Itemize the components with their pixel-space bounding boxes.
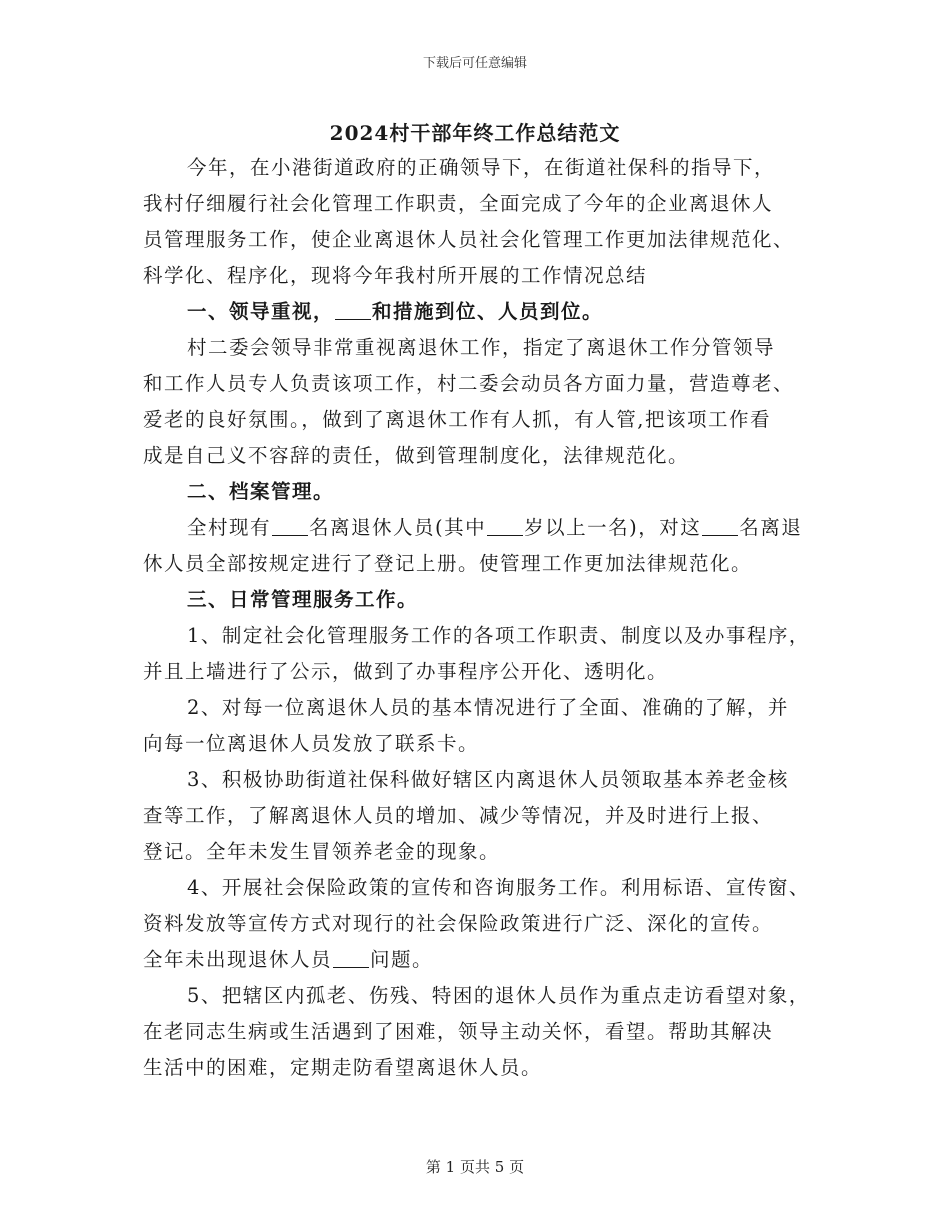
text-line: 爱老的良好氛围。，做到了离退休工作有人抓，有人管,把该项工作看 <box>143 408 771 431</box>
text-line: 生活中的困难，定期走防看望离退休人员。 <box>143 1056 543 1079</box>
text-line: 在老同志生病或生活遇到了困难，领导主动关怀，看望。帮助其解决 <box>143 1020 774 1043</box>
document-title: 2024村干部年终工作总结范文 <box>329 121 621 145</box>
text-segment: 岁以上一名)，对这 <box>524 516 702 539</box>
text-segment: 名离退休人员(其中 <box>309 516 487 539</box>
list-item-4 <box>143 870 823 978</box>
list-item-3 <box>143 762 823 870</box>
text-line: 4、开展社会保险政策的宣传和咨询服务工作。利用标语、宣传窗、 <box>187 876 810 899</box>
text-line: 资料发放等宣传方式对现行的社会保险政策进行广泛、深化的宣传。 <box>143 912 774 935</box>
text-segment: 全村现有 <box>187 516 272 539</box>
text-line: 2、对每一位离退休人员的基本情况进行了全面、准确的了解，并 <box>187 696 789 719</box>
document-body <box>143 150 823 1086</box>
text-line <box>143 510 823 546</box>
heading-text: 一、领导重视， <box>187 300 335 323</box>
text-line: 我村仔细履行社会化管理工作职责，全面完成了今年的企业离退休人 <box>143 192 774 215</box>
fill-blank <box>487 515 523 536</box>
text-segment: 名离退 <box>739 516 803 539</box>
list-item-1 <box>143 618 823 690</box>
text-line: 查等工作，了解离退休人员的增加、减少等情况，并及时进行上报、 <box>143 804 774 827</box>
text-segment: 全年未出现退休人员 <box>143 948 333 971</box>
intro-paragraph <box>143 150 823 294</box>
text-line: 村二委会领导非常重视离退休工作，指定了离退休工作分管领导 <box>187 336 776 359</box>
text-line: 成是自己义不容辞的责任，做到管理制度化，法律规范化。 <box>143 444 690 467</box>
section-heading-3: 三、日常管理服务工作。 <box>187 588 419 611</box>
text-line: 休人员全部按规定进行了登记上册。使管理工作更加法律规范化。 <box>143 552 753 575</box>
page-header: 下载后可任意编辑 <box>422 56 527 71</box>
section-heading-2: 二、档案管理。 <box>187 480 335 503</box>
archive-paragraph <box>143 510 823 582</box>
text-line: 员管理服务工作，使企业离退休人员社会化管理工作更加法律规范化、 <box>143 228 795 251</box>
section-heading-1 <box>143 294 823 330</box>
fill-blank <box>272 515 308 536</box>
fill-blank <box>702 515 738 536</box>
page-footer: 第 1 页共 5 页 <box>425 1158 525 1176</box>
fill-blank <box>333 947 369 968</box>
leadership-paragraph <box>143 330 823 474</box>
text-line: 向每一位离退休人员发放了联系卡。 <box>143 732 480 755</box>
text-line: 3、积极协助街道社保科做好辖区内离退休人员领取基本养老金核 <box>187 768 789 791</box>
list-item-5 <box>143 978 823 1086</box>
heading-text: 和措施到位、人员到位。 <box>372 300 604 323</box>
text-line: 5、把辖区内孤老、伤残、特困的退休人员作为重点走访看望对象， <box>187 984 810 1007</box>
text-segment: 问题。 <box>370 948 434 971</box>
text-line: 和工作人员专人负责该项工作，村二委会动员各方面力量，营造尊老、 <box>143 372 795 395</box>
text-line: 并且上墙进行了公示，做到了办事程序公开化、透明化。 <box>143 660 669 683</box>
text-line <box>143 942 823 978</box>
text-line: 今年，在小港街道政府的正确领导下，在街道社保科的指导下， <box>187 156 776 179</box>
list-item-2 <box>143 690 823 762</box>
text-line: 科学化、程序化，现将今年我村所开展的工作情况总结 <box>143 264 648 287</box>
text-line: 1、制定社会化管理服务工作的各项工作职责、制度以及办事程序， <box>187 624 810 647</box>
fill-blank <box>335 299 371 320</box>
text-line: 登记。全年未发生冒领养老金的现象。 <box>143 840 501 863</box>
